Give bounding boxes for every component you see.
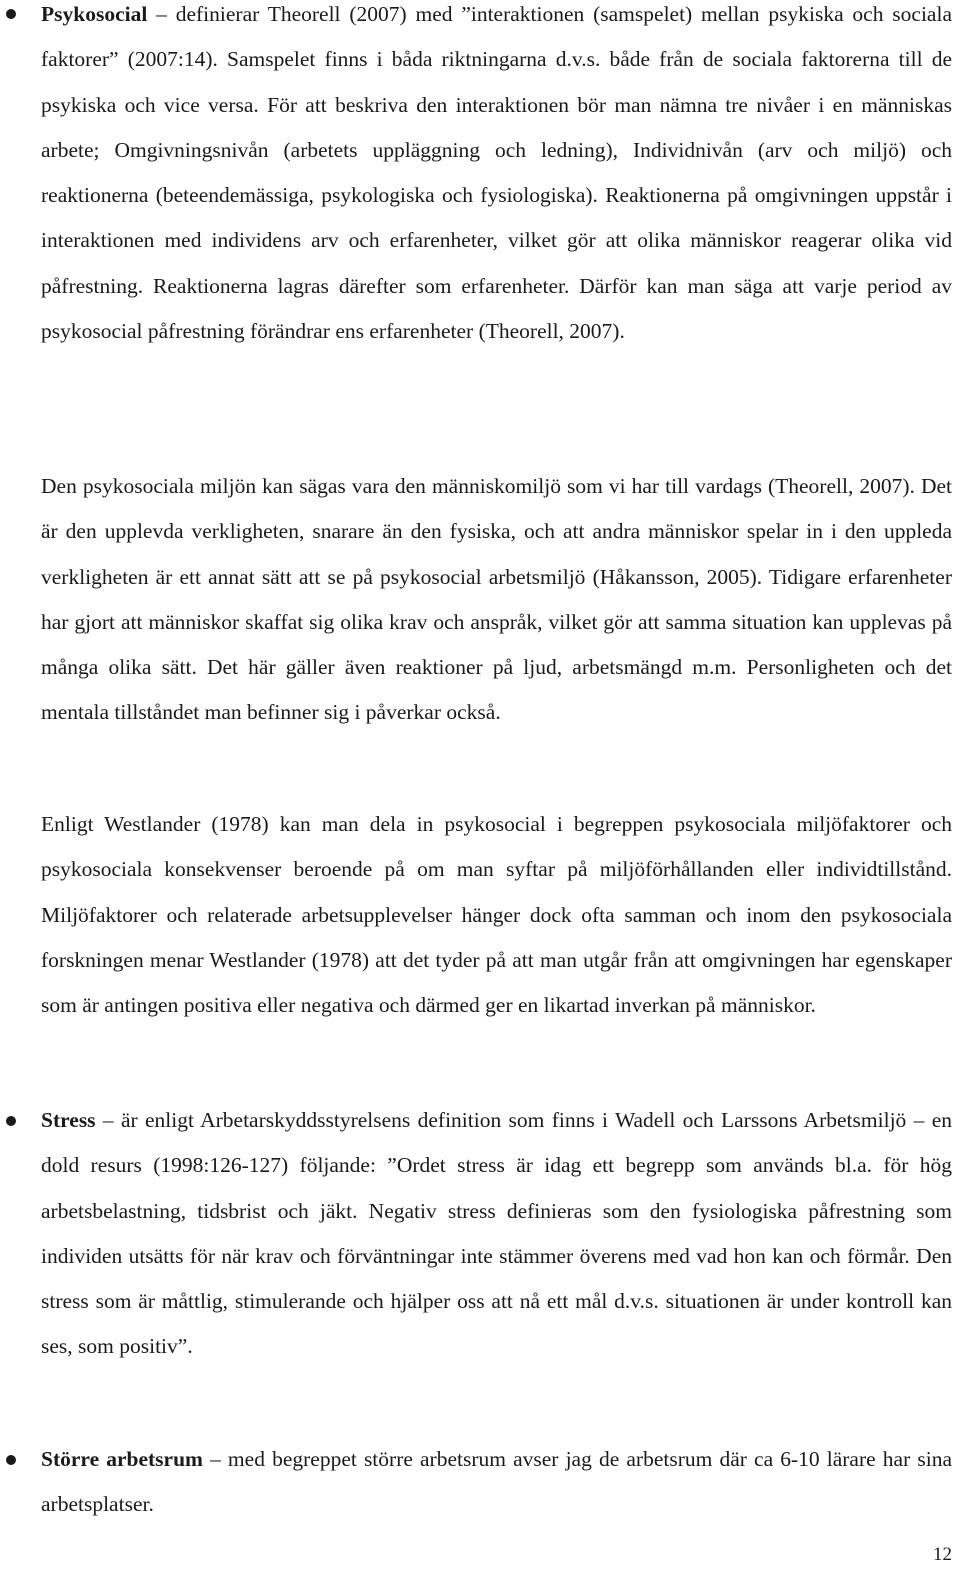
bullet-term: Psykosocial	[41, 2, 148, 26]
bullet-marker	[6, 9, 16, 19]
bullet-marker	[6, 1455, 16, 1465]
paragraph	[41, 464, 952, 736]
bullet-text: – är enligt Arbetarskyddsstyrelsens definition som finns i Wadell och Larssons Arbetsmiljö – en dold resurs (1998:126-127) följande: ”Ordet stress är idag ett begrepp som används bl.a. för hög arbetsbelastning, tidsbrist och jäkt. Negativ stress definieras som den fysiologiska påfrestning som individen utsätts för när krav och förväntningar inte stämmer överens med vad hon kan och förmår. Den stress som är måttlig, stimulerande och hjälper oss att nå ett mål d.v.s. situationen är under kontroll kan ses, som positiv”.	[41, 1108, 952, 1359]
paragraph-text: Den psykosociala miljön kan sägas vara den människomiljö som vi har till vardags (Theorell, 2007). Det är den upplevda verkligheten, snarare än den fysiska, och att andra människor spelar in i den uppleda verkligheten är ett annat sätt att se på psykosocial arbetsmiljö (Håkansson, 2005). Tidigare erfarenheter har gjort att människor skaffat sig olika krav och anspråk, vilket gör att samma situation kan upplevas på många olika sätt. Det här gäller även reaktioner på ljud, arbetsmängd m.m. Personligheten och det mentala tillståndet man befinner sig i påverkar också.	[41, 474, 952, 725]
paragraph	[41, 802, 952, 1028]
paragraph-text: Enligt Westlander (1978) kan man dela in psykosocial i begreppen psykosociala miljöfaktorer och psykosociala konsekvenser beroende på om man syftar på miljöförhållanden eller individtillstånd. Miljöfaktorer och relaterade arbetsupplevelser hänger dock ofta samman och inom den psykosociala forskningen menar Westlander (1978) att det tyder på att man utgår från att omgivningen har egenskaper som är antingen positiva eller negativa och därmed ger en likartad inverkan på människor.	[41, 812, 952, 1018]
bullet-term: Stress	[41, 1108, 96, 1132]
bullet-item-storre-arbetsrum	[41, 1437, 952, 1528]
bullet-item-psykosocial	[41, 0, 952, 354]
bullet-text: – med begreppet större arbetsrum avser jag de arbetsrum där ca 6-10 lärare har sina arbetsplatser.	[41, 1447, 952, 1517]
bullet-text: – definierar Theorell (2007) med ”interaktionen (samspelet) mellan psykiska och sociala faktorer” (2007:14). Samspelet finns i båda riktningarna d.v.s. både från de sociala faktorerna till de psykiska och vice versa. För att beskriva den interaktionen bör man nämna tre nivåer i en människas arbete; Omgivningsnivån (arbetets uppläggning och ledning), Individnivån (arv och miljö) och reaktionerna (beteendemässiga, psykologiska och fysiologiska). Reaktionerna på omgivningen uppstår i interaktionen med individens arv och erfarenheter, vilket gör att olika människor reagerar olika vid påfrestning. Reaktionerna lagras därefter som erfarenheter. Därför kan man säga att varje period av psykosocial påfrestning förändrar ens erfarenheter (Theorell, 2007).	[41, 2, 952, 344]
page-number: 12	[933, 1544, 952, 1565]
bullet-term: Större arbetsrum	[41, 1447, 203, 1471]
bullet-item-stress	[41, 1098, 952, 1370]
bullet-marker	[6, 1116, 16, 1126]
